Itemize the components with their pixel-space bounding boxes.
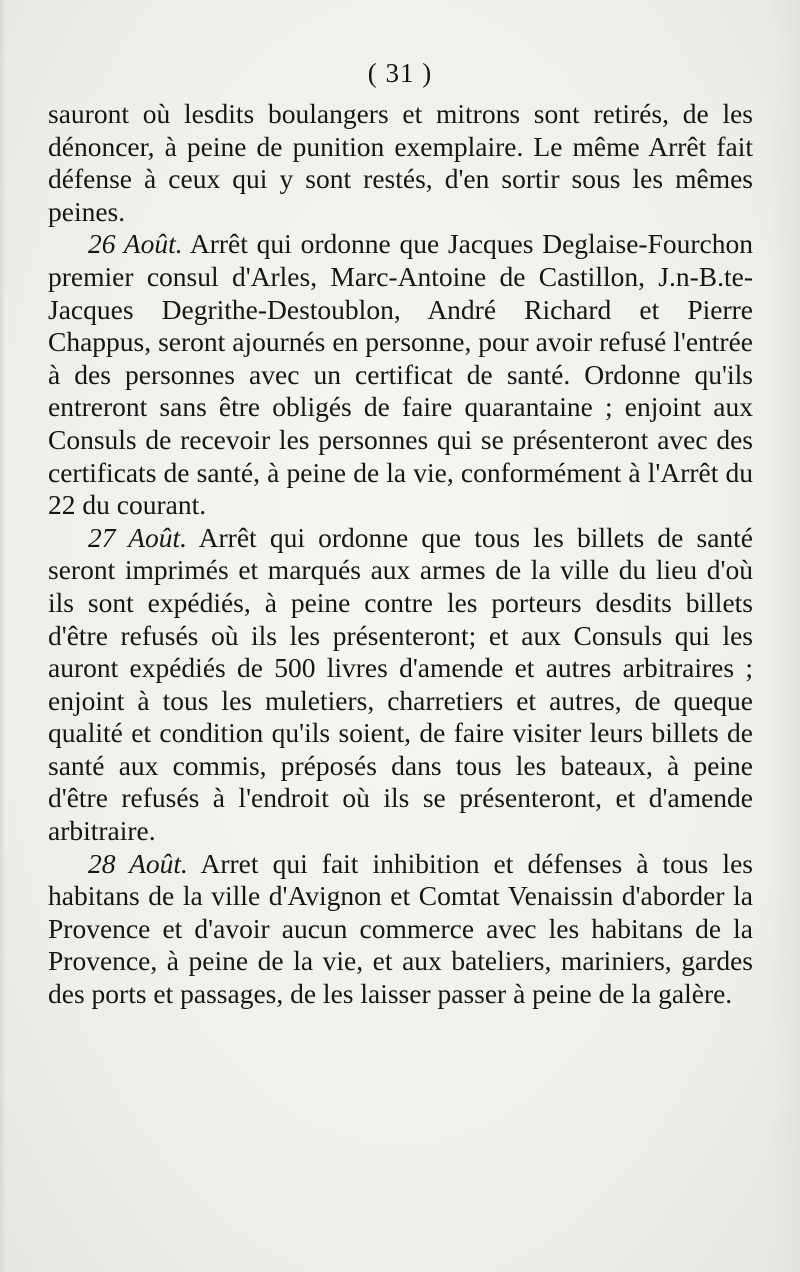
paragraph-text: Arret qui fait inhibition et défenses à tous les habitans de la ville d'Avignon et Comtat Venaissin d'aborder la Provence et d'avoir aucun commerce avec les habitans de la Provence, à peine de la vie, et aux bateliers, mariniers, gardes des ports et passages, de les laisser passer à peine de la galère. (48, 847, 753, 1010)
entry-date: 26 Août. (88, 228, 183, 260)
paragraph-text: Arrêt qui ordonne que tous les billets de santé seront imprimés et marqués aux armes de la ville du lieu d'où ils sont expédiés, à peine contre les porteurs desdits billets d'être refusés où ils les présenteront; et aux Consuls qui les auront expédiés de 500 livres d'amende et autres arbitraires ; enjoint à tous les muletiers, charretiers et autres, de queque qualité et condition qu'ils soient, de faire visiter leurs billets de santé aux commis, préposés dans tous les bateaux, à peine d'être refusés à l'endroit où ils se présenteront, et d'amende arbitraire. (48, 521, 753, 847)
paragraph-entry-27-aout (48, 522, 753, 848)
page-number: ( 31 ) (367, 58, 433, 88)
paragraph-text: sauront où lesdits boulangers et mitrons sont retirés, de les dénoncer, à peine de punition exemplaire. Le même Arrêt fait défense à ceux qui y sont restés, d'en sortir sous les mêmes peines. (48, 98, 753, 227)
paragraph-entry-26-aout (48, 228, 753, 521)
page-edge-shadow-left (0, 0, 6, 1272)
entry-date: 27 Août. (88, 521, 187, 553)
body-text (48, 98, 753, 1011)
page-edge-shadow-right (770, 0, 800, 1272)
entry-date: 28 Août. (88, 847, 188, 879)
paragraph-entry-28-aout (48, 848, 753, 1011)
paragraph-continuation (48, 98, 753, 228)
paragraph-text: Arrêt qui ordonne que Jacques Deglaise-Fourchon premier consul d'Arles, Marc-Antoine de Castillon, J.n-B.te-Jacques Degrithe-Destoublon, André Richard et Pierre Chappus, seront ajournés en personne, pour avoir refusé l'entrée à des personnes avec un certificat de santé. Ordonne qu'ils entreront sans être obligés de faire quarantaine ; enjoint aux Consuls de recevoir les personnes qui se présenteront avec des certificats de santé, à peine de la vie, conformément à l'Arrêt du 22 du courant. (48, 228, 753, 521)
